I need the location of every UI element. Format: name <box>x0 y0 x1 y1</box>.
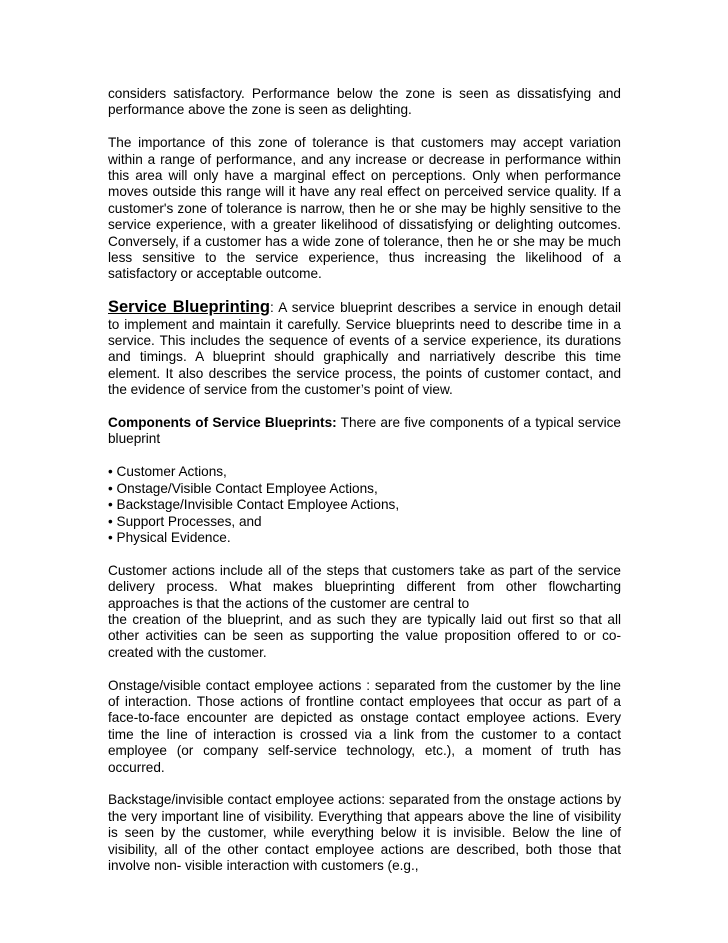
components-text: There are five components of a typical service blueprint <box>108 415 621 447</box>
list-item: • Onstage/Visible Contact Employee Actions, <box>108 480 378 496</box>
heading-colon: : <box>269 300 274 316</box>
components-list <box>108 464 621 546</box>
paragraph-backstage-actions: Backstage/invisible contact employee actions: separated from the onstage actions by the very important line of visibility. Everything that appears above the line of visibility is seen by the customer, while everything below it is invisible. Below the line of visibility, all of the other contact employee actions are described, both those that involve non- visible interaction with customers (e.g., <box>108 792 621 873</box>
list-item: • Customer Actions, <box>108 464 227 480</box>
paragraph-onstage-actions: Onstage/visible contact employee actions : separated from the customer by the line of interaction. Those actions of frontline contact employees that occur as part of a face-to-face encounter are depicted as onstage contact employee actions. Every time the line of interaction is crossed via a link from the customer to a contact employee (or company self-service technology, etc.), a moment of truth has occurred. <box>108 677 621 775</box>
paragraph-customer-actions <box>108 563 621 661</box>
components-heading: Components of Service Blueprints: <box>108 415 337 431</box>
customer-actions-text-b: the creation of the blueprint, and as such they are typically laid out first so that all other activities can be seen as supporting the value proposition offered to or co-created with the customer. <box>108 611 621 660</box>
document-page <box>108 86 621 874</box>
paragraph-zone-intro: considers satisfactory. Performance below the zone is seen as dissatisfying and performance above the zone is seen as delighting. <box>108 86 621 118</box>
list-item: • Support Processes, and <box>108 513 262 529</box>
service-blueprinting-heading: Service Blueprinting <box>108 298 270 317</box>
list-item: • Backstage/Invisible Contact Employee Actions, <box>108 497 400 513</box>
paragraph-service-blueprinting <box>108 299 621 398</box>
service-blueprinting-text: A service blueprint describes a service in enough detail to implement and maintain it carefully. Service blueprints need to describe time in a service. This includes the sequence of events of a service experience, its durations and timings. A blueprint should graphically and narriatively describe this time element. It also describes the service process, the points of customer contact, and the evidence of service from the customer’s point of view. <box>108 300 621 398</box>
list-item: • Physical Evidence. <box>108 529 231 545</box>
paragraph-zone-of-tolerance: The importance of this zone of tolerance is that customers may accept variation within a range of performance, and any increase or decrease in performance within this area will only have a marginal effect on perceptions. Only when performance moves outside this range will it have any real effect on perceived service quality. If a customer's zone of tolerance is narrow, then he or she may be highly sensitive to the service experience, with a greater likelihood of dissatisfying or delighting outcomes. Conversely, if a customer has a wide zone of tolerance, then he or she may be much less sensitive to the service experience, thus increasing the likelihood of a satisfactory or acceptable outcome. <box>108 135 621 282</box>
paragraph-components <box>108 415 621 448</box>
customer-actions-text-a: Customer actions include all of the steps that customers take as part of the service delivery process. What makes blueprinting different from other flowcharting approaches is that the actions of the customer are central to <box>108 562 621 611</box>
